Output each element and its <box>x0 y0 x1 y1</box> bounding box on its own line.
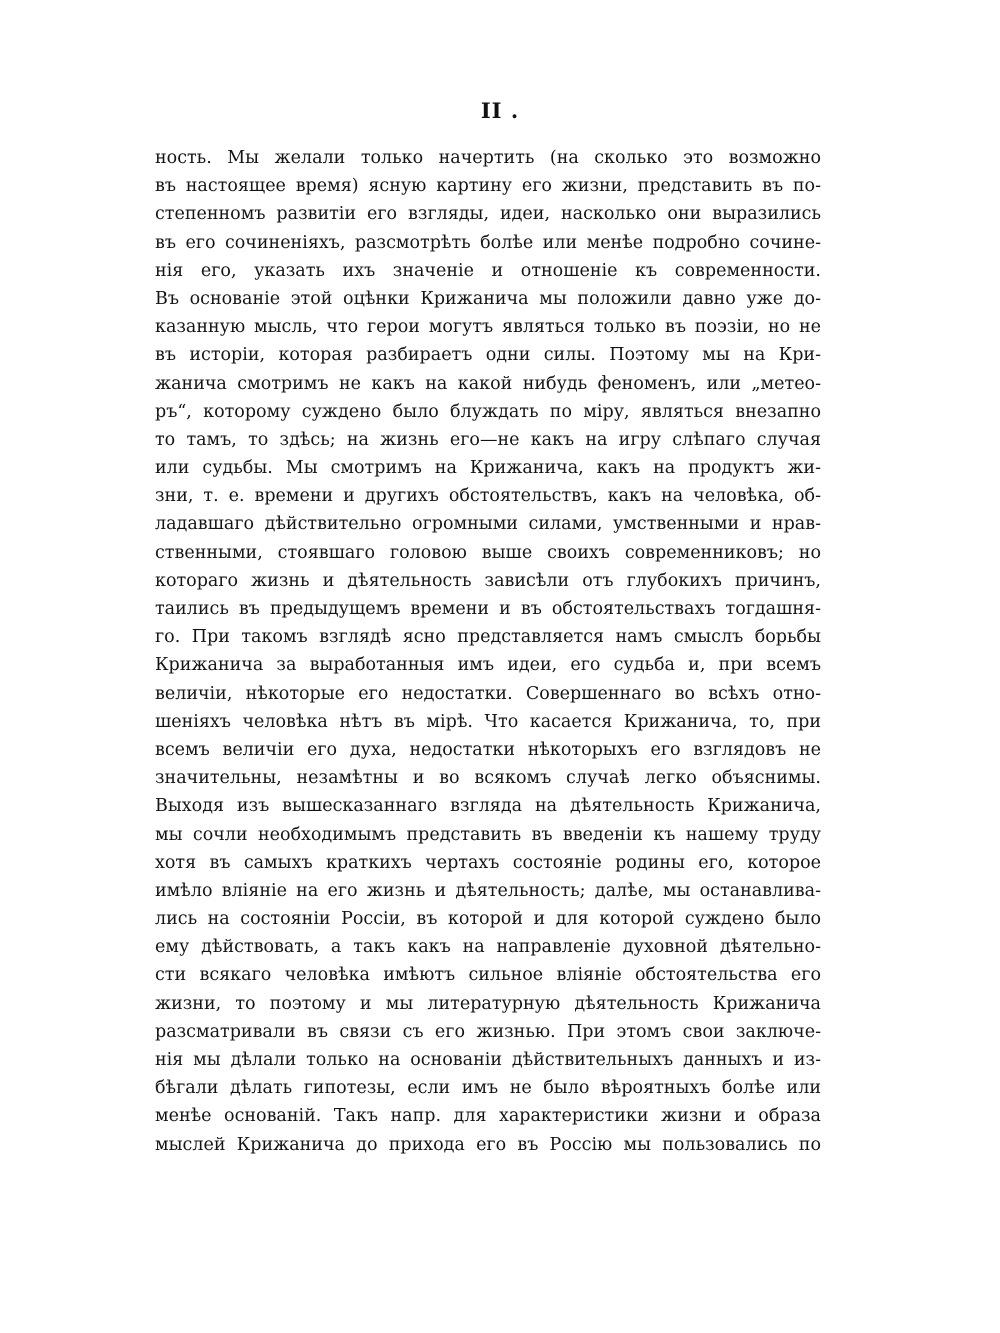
text-line: имѣло вліяніе на его жизнь и дѣятельность; далѣе, мы останавлива- <box>155 880 821 901</box>
text-line: Въ основаніе этой оцѣнки Крижанича мы положили давно уже до- <box>155 288 821 309</box>
text-line: ладавшаго дѣйствительно огромными силами, умственными и нрав- <box>155 514 821 535</box>
text-line: котораго жизнь и дѣятельность зависѣли отъ глубокихъ причинъ, <box>155 570 821 591</box>
text-line: мы сочли необходимымъ представить въ введеніи къ нашему труду <box>155 824 821 845</box>
text-line: въ исторіи, которая разбираетъ одни силы. Поэтому мы на Кри- <box>155 345 821 366</box>
text-line: нія мы дѣлали только на основаніи дѣйствительныхъ данныхъ и из- <box>155 1050 821 1070</box>
text-line: въ настоящее время) ясную картину его жизни, представить въ по- <box>155 176 821 197</box>
text-line: ему дѣйствовать, а такъ какъ на направленіе духовной дѣятельно- <box>155 937 821 958</box>
text-line: въ его сочиненіяхъ, разсмотрѣть болѣе или менѣе подробно сочине- <box>155 232 821 253</box>
text-line: нія его, указать ихъ значеніе и отношеніе къ современности. <box>155 260 821 281</box>
text-line: Выходя изъ вышесказаннаго взгляда на дѣятельность Крижанича, <box>155 796 821 817</box>
text-line: жизни, то поэтому и мы литературную дѣятельность Крижанича <box>155 993 821 1014</box>
text-line: или судьбы. Мы смотримъ на Крижанича, какъ на продуктъ жи- <box>155 458 821 479</box>
text-line: ственными, стоявшаго головою выше своихъ современниковъ; но <box>155 542 821 563</box>
page-number: II . <box>480 98 520 123</box>
text-line: го. При такомъ взглядѣ ясно представляется намъ смыслъ борьбы <box>155 627 821 648</box>
text-line: сти всякаго человѣка имѣютъ сильное вліяніе обстоятельства его <box>155 965 821 986</box>
text-line: казанную мысль, что герои могутъ являться только въ поэзіи, но не <box>155 317 821 338</box>
text-line: ность. Мы желали только начертить (на сколько это возможно <box>155 148 821 168</box>
text-line: всемъ величіи его духа, недостатки нѣкоторыхъ его взглядовъ не <box>155 739 821 760</box>
text-line: жанича смотримъ не какъ на какой нибудь феноменъ, или „метео- <box>155 373 821 394</box>
text-line: шеніяхъ человѣка нѣтъ въ мірѣ. Что касается Крижанича, то, при <box>155 711 821 732</box>
text-line: степенномъ развитіи его взгляды, идеи, насколько они выразились <box>155 204 821 225</box>
text-line: разсматривали въ связи съ его жизнью. При этомъ свои заключе- <box>155 1021 821 1042</box>
text-line: величіи, нѣкоторые его недостатки. Совершеннаго во всѣхъ отно- <box>155 683 821 704</box>
body-text <box>155 144 821 1159</box>
text-line: лись на состояніи Россіи, въ которой и для которой суждено было <box>155 909 821 930</box>
text-line: ръ“, которому суждено было блуждать по міру, являться внезапно <box>155 401 821 422</box>
text-line: Крижанича за выработанныя имъ идеи, его судьба и, при всемъ <box>155 655 821 676</box>
text-line: таились въ предыдущемъ времени и въ обстоятельствахъ тогдашня- <box>155 599 821 619</box>
text-line: то тамъ, то здѣсь; на жизнь его—не какъ на игру слѣпаго случая <box>155 429 821 450</box>
text-line: зни, т. е. времени и другихъ обстоятельствъ, какъ на человѣка, об- <box>155 486 821 507</box>
text-line: бѣгали дѣлать гипотезы, если имъ не было вѣроятныхъ болѣе или <box>155 1078 821 1099</box>
text-line: значительны, незамѣтны и во всякомъ случаѣ легко объяснимы. <box>155 768 821 789</box>
text-line: хотя въ самыхъ краткихъ чертахъ состояніе родины его, которое <box>155 852 821 873</box>
text-line: менѣе основаній. Такъ напр. для характеристики жизни и образа <box>155 1106 821 1127</box>
text-line: мыслей Крижанича до прихода его въ Россію мы пользовались по <box>155 1134 821 1155</box>
